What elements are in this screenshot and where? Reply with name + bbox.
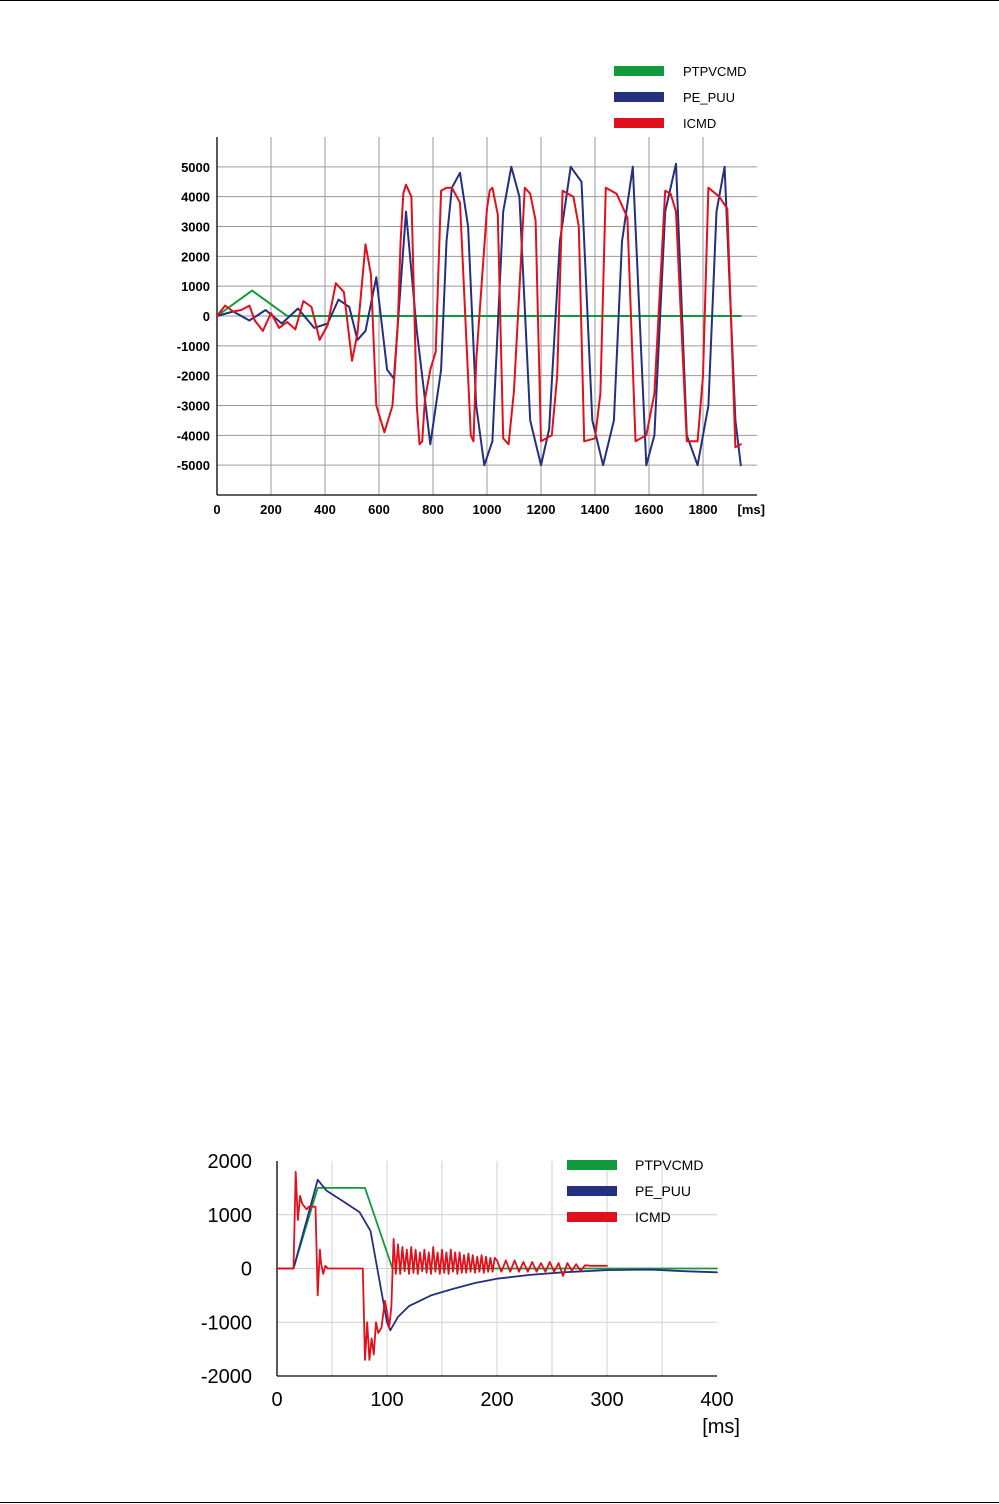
x-tick-label: 0 (271, 1389, 283, 1411)
legend-swatch-icmd (614, 118, 664, 128)
x-tick-label: 300 (590, 1389, 624, 1411)
y-tick-label: -1000 (200, 1312, 252, 1335)
legend-label-ptpvcmd: PTPVCMD (635, 1157, 704, 1173)
chart-1-series (217, 164, 741, 465)
chart-2 (0, 1140, 999, 1460)
x-tick-label: 100 (370, 1389, 404, 1411)
x-tick-label: 1400 (580, 502, 610, 517)
legend-swatch-ptpvcmd (567, 1160, 617, 1170)
x-tick-label: 0 (213, 502, 221, 517)
y-tick-label: 2000 (207, 1151, 252, 1173)
x-tick-label: 600 (368, 502, 390, 517)
y-tick-label: 3000 (181, 219, 210, 235)
y-tick-label: -2000 (176, 368, 210, 384)
legend-swatch-ptpvcmd (614, 66, 664, 76)
legend-swatch-pe-puu (614, 92, 664, 102)
y-tick-label: 2000 (181, 249, 210, 265)
chart-1 (0, 50, 999, 520)
legend-label-icmd: ICMD (683, 116, 717, 131)
chart-1-legend (614, 64, 747, 131)
y-tick-label: -3000 (176, 398, 210, 414)
legend-swatch-pe-puu (567, 1186, 617, 1196)
legend-label-pe-puu: PE_PUU (683, 90, 736, 105)
x-tick-label: 200 (260, 502, 282, 517)
x-tick-label: 400 (700, 1389, 734, 1411)
x-unit-label: [ms] (702, 1416, 740, 1438)
x-tick-label: 200 (480, 1389, 514, 1411)
bottom-rule (0, 1502, 999, 1503)
y-tick-label: -2000 (200, 1366, 252, 1388)
y-tick-label: 1000 (181, 279, 210, 295)
x-tick-label: 1200 (526, 502, 556, 517)
y-tick-label: 0 (202, 309, 210, 324)
x-tick-label: 1600 (634, 502, 664, 517)
y-tick-label: 5000 (181, 159, 210, 175)
legend-label-icmd: ICMD (635, 1209, 671, 1225)
y-tick-label: -5000 (176, 458, 210, 474)
y-tick-label: 1000 (207, 1204, 252, 1227)
x-tick-label: 800 (422, 502, 444, 517)
x-tick-label: 400 (314, 502, 336, 517)
legend-label-pe-puu: PE_PUU (635, 1183, 692, 1199)
top-rule (0, 0, 999, 1)
x-tick-label: 1000 (472, 502, 502, 517)
x-unit-label: [ms] (737, 502, 765, 517)
legend-label-ptpvcmd: PTPVCMD (683, 64, 747, 79)
y-tick-label: 4000 (181, 189, 210, 205)
y-tick-label: -1000 (176, 338, 210, 354)
x-tick-label: 1800 (688, 502, 718, 517)
y-tick-label: 0 (240, 1258, 252, 1281)
legend-swatch-icmd (567, 1212, 617, 1222)
y-tick-label: -4000 (176, 428, 210, 444)
